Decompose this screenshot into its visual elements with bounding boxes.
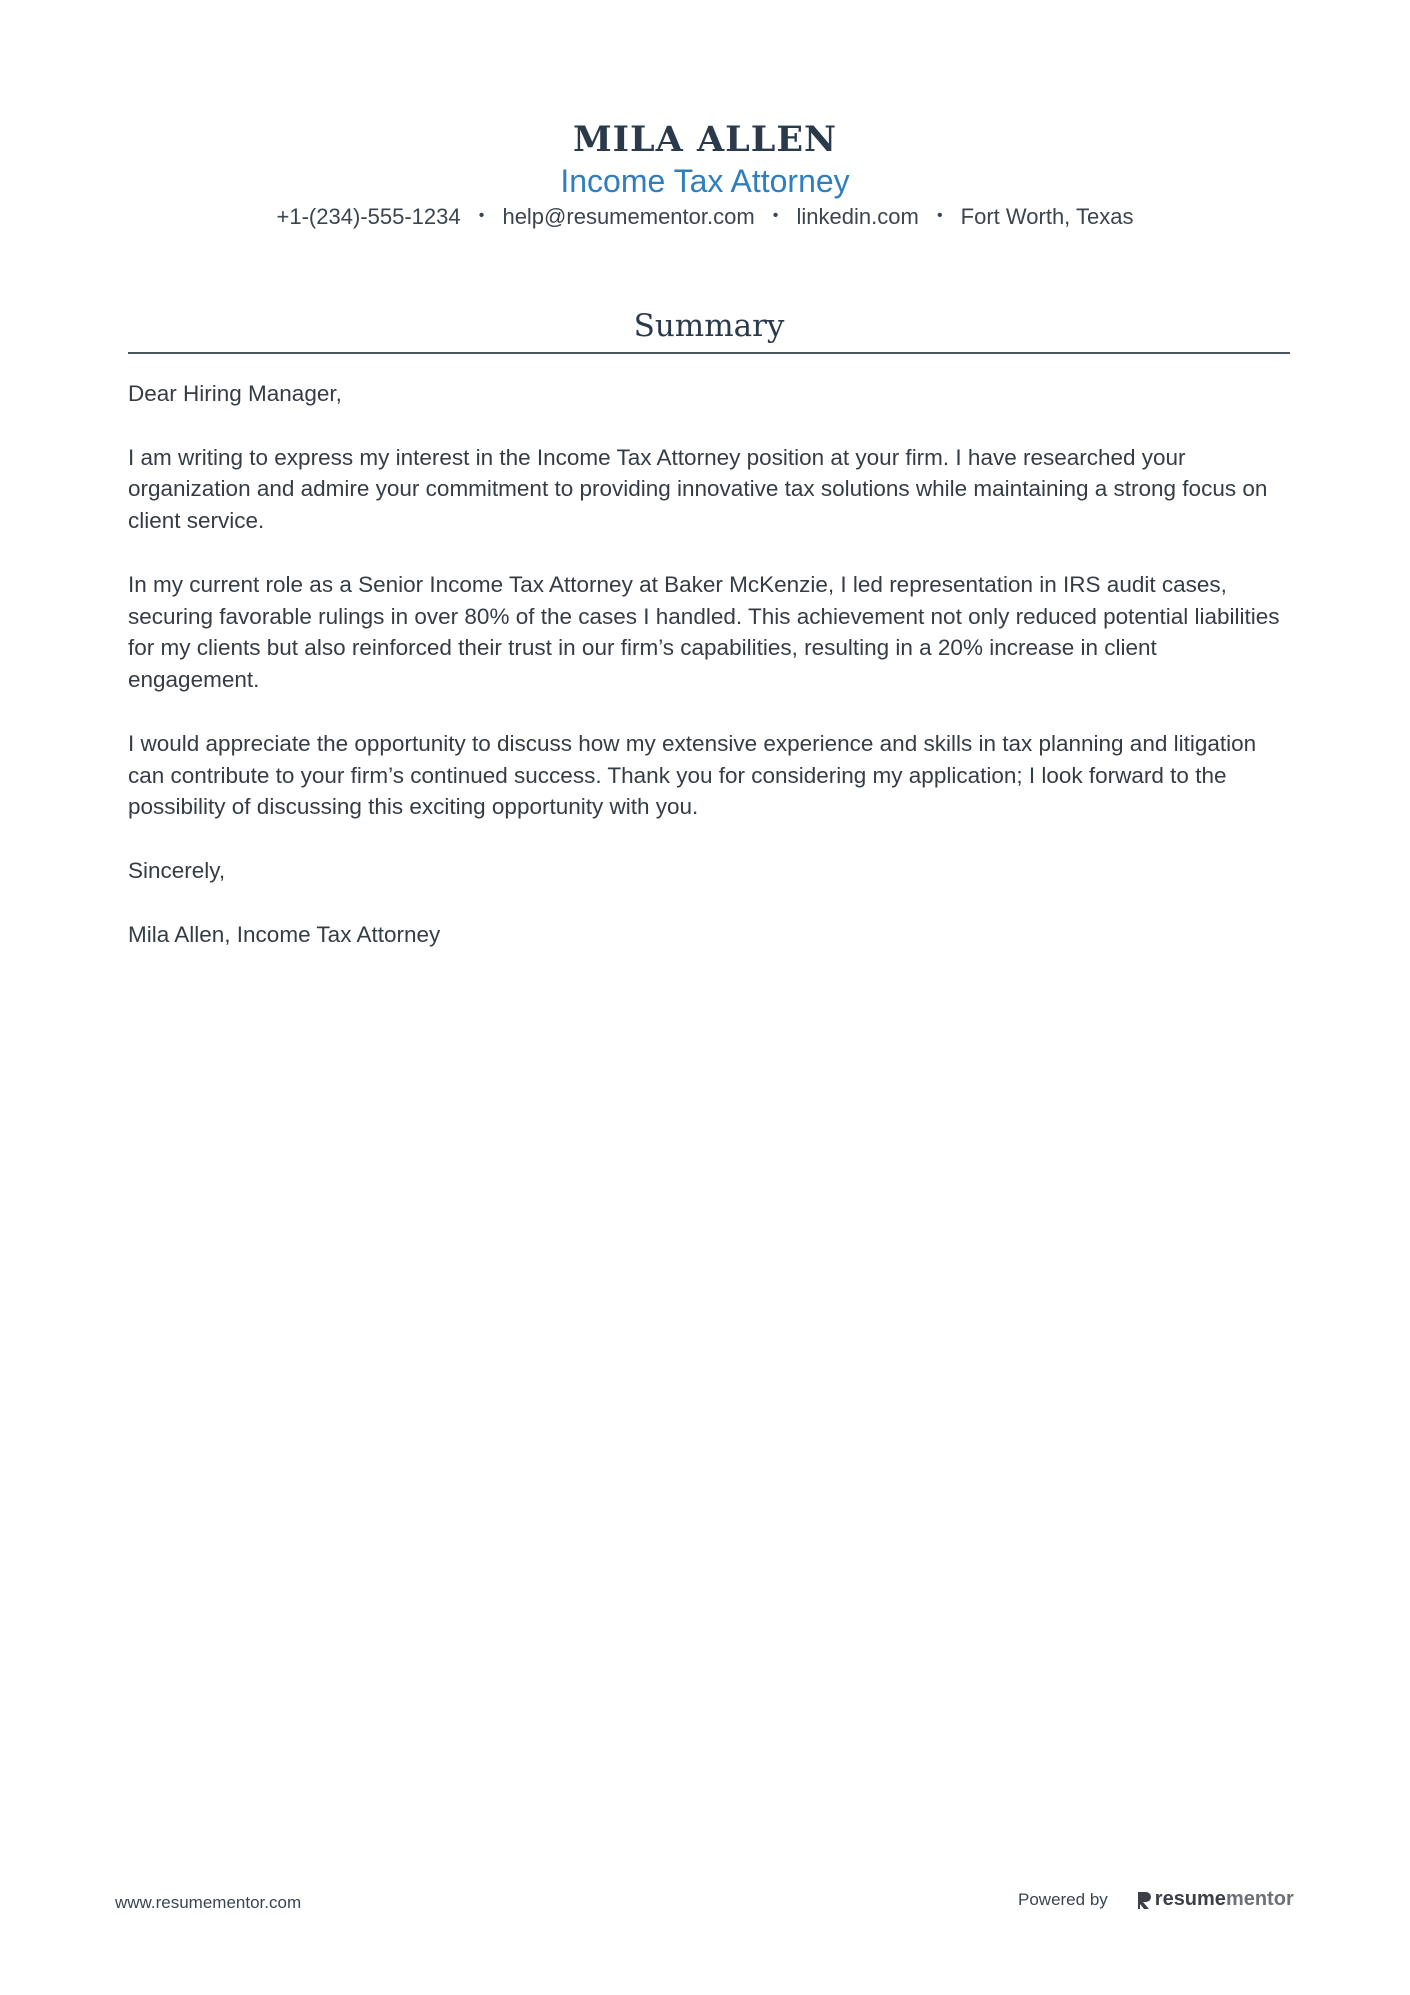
resumementor-logo-icon (1136, 1890, 1152, 1910)
logo-text-mentor: mentor (1225, 1888, 1294, 1910)
contact-email[interactable]: help@resumementor.com (502, 204, 755, 229)
letter-closing: Sincerely, (128, 857, 226, 883)
letter-paragraph: I would appreciate the opportunity to discuss how my extensive experience and skills in tax planning and litigation can contribute to your firm’s continued success. Thank you for considering my application; I look forward to the possibility of discussing this exciting opportunity with you. (128, 730, 1257, 820)
document-header (0, 118, 1410, 233)
contact-separator: • (478, 207, 485, 225)
section-title-summary: Summary (633, 308, 785, 344)
footer-branding (1018, 1888, 1294, 1911)
section-divider (128, 352, 1290, 354)
contact-phone: +1-(234)-555-1234 (276, 204, 461, 229)
letter-greeting: Dear Hiring Manager, (128, 381, 342, 406)
contact-linkedin[interactable]: linkedin.com (796, 204, 919, 229)
powered-by-label: Powered by (1018, 1889, 1108, 1909)
contact-separator: • (936, 207, 943, 225)
contact-line (0, 202, 1410, 233)
letter-body (128, 378, 1290, 982)
letter-signature: Mila Allen, Income Tax Attorney (128, 921, 441, 947)
logo-text-resume: resume (1154, 1888, 1226, 1910)
footer-website[interactable]: www.resumementor.com (115, 1893, 302, 1912)
candidate-name: MILA ALLEN (572, 119, 838, 160)
resumementor-logo[interactable] (1136, 1888, 1294, 1911)
letter-paragraph: I am writing to express my interest in the Income Tax Attorney position at your firm. I have researched your organization and admire your commitment to providing innovative tax solutions while maintaining a strong focus on client service. (128, 444, 1268, 534)
job-title: Income Tax Attorney (560, 163, 850, 199)
letter-paragraph: In my current role as a Senior Income Tax Attorney at Baker McKenzie, I led representation in IRS audit cases, securing favorable rulings in over 80% of the cases I handled. This achievement not only reduced potential liabilities for my clients but also reinforced their trust in our firm’s capabilities, resulting in a 20% increase in client engagement. (128, 571, 1280, 693)
contact-location: Fort Worth, Texas (960, 204, 1134, 229)
contact-separator: • (772, 207, 779, 225)
